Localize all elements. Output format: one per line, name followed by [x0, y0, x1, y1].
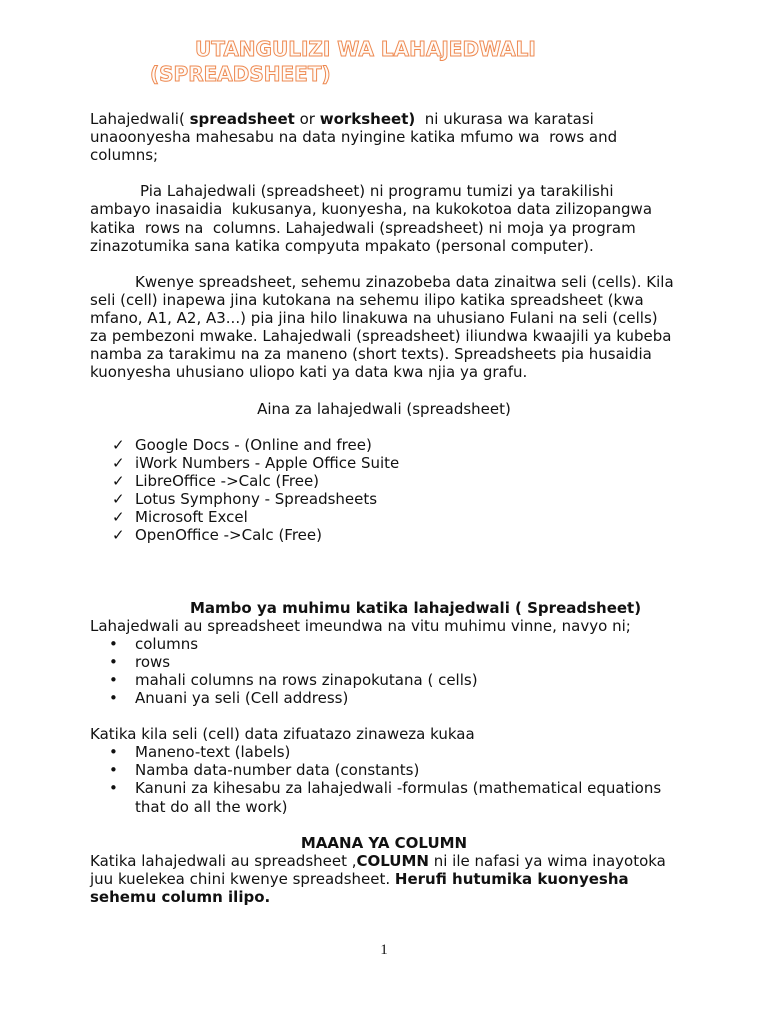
list-item: [90, 653, 678, 671]
list-item-text: Anuani ya seli (Cell address): [135, 689, 349, 708]
paragraph-line: ambayo inasaidia kukusanya, kuonyesha, na kukokotoa data zilizopangwa: [90, 200, 653, 219]
list-item: [90, 436, 678, 454]
essentials-intro: Lahajedwali au spreadsheet imeundwa na vitu muhimu vinne, navyo ni;: [90, 616, 631, 635]
cell-data-list: [90, 743, 678, 815]
list-item-text: LibreOffice ->Calc (Free): [135, 471, 320, 490]
bullet-icon: [109, 689, 118, 707]
spreadsheet-types-list: [90, 436, 678, 545]
list-item-text: Google Docs - (Online and free): [135, 435, 372, 454]
column-definition-line-1: [90, 852, 678, 870]
list-item: [90, 472, 678, 490]
paragraph-line: seli (cell) inapewa jina kutokana na sehemu ilipo katika spreadsheet (kwa: [90, 290, 644, 309]
list-item: [90, 490, 678, 508]
definition-emphasis: Herufi hutumika kuonyesha: [394, 869, 629, 888]
bullet-icon: [109, 653, 118, 671]
column-definition-heading: MAANA YA COLUMN: [300, 833, 468, 852]
list-item: [90, 671, 678, 689]
checkmark-icon: [112, 436, 125, 454]
intro-line-3: columns;: [90, 146, 159, 165]
paragraph-line: Pia Lahajedwali (spreadsheet) ni programu tumizi ya tarakilishi: [140, 182, 614, 201]
cells-paragraph: [90, 273, 678, 382]
paragraph-line: zinazotumika sana katika compyuta mpakato (personal computer).: [90, 236, 594, 255]
list-item-text: iWork Numbers - Apple Office Suite: [135, 453, 400, 472]
list-item-text: Namba data-number data (constants): [135, 761, 420, 780]
list-item-text: Kanuni za kihesabu za lahajedwali -formulas (mathematical equations: [135, 779, 662, 798]
program-paragraph: [90, 182, 678, 254]
column-definition-line-2: [90, 870, 678, 888]
term-spreadsheet: spreadsheet: [189, 110, 295, 128]
cell-data-intro: Katika kila seli (cell) data zifuatazo zinaweza kukaa: [90, 725, 475, 744]
list-item-text: Maneno-text (labels): [135, 743, 291, 762]
list-item: [90, 779, 678, 815]
bullet-icon: [109, 779, 118, 797]
list-item-text: OpenOffice ->Calc (Free): [135, 526, 322, 545]
list-item: [90, 454, 678, 472]
intro-text: or: [294, 110, 320, 128]
paragraph-line: mfano, A1, A2, A3...) pia jina hilo linakuwa na uhusiano Fulani na seli (cells): [90, 309, 658, 328]
spreadsheet-types-heading: Aina za lahajedwali (spreadsheet): [257, 399, 511, 418]
definition-text: Katika lahajedwali au spreadsheet ,: [90, 851, 357, 870]
bullet-icon: [109, 635, 118, 653]
intro-line-2: unaoonyesha mahesabu na data nyingine katika mfumo wa rows and: [90, 128, 618, 147]
essentials-list: [90, 635, 678, 707]
intro-line-1: [90, 110, 678, 128]
term-worksheet: worksheet): [319, 110, 416, 128]
list-item: [90, 508, 678, 526]
document-title-line-2: (SPREADSHEET): [150, 62, 331, 86]
paragraph-line: namba za tarakimu na za maneno (short texts). Spreadsheets pia husaidia: [90, 345, 652, 364]
document-title-line-1: UTANGULIZI WA LAHAJEDWALI: [195, 37, 536, 61]
intro-paragraph: [90, 110, 678, 164]
essentials-heading: Mambo ya muhimu katika lahajedwali ( Spreadsheet): [190, 598, 642, 617]
list-item-text: Lotus Symphony - Spreadsheets: [135, 489, 378, 508]
list-item-text: columns: [135, 634, 199, 653]
list-item: [90, 743, 678, 761]
paragraph-line: kuonyesha uhusiano uliopo kati ya data kwa njia ya grafu.: [90, 363, 528, 382]
list-item-text-continued: that do all the work): [135, 797, 288, 816]
paragraph-line: Kwenye spreadsheet, sehemu zinazobeba data zinaitwa seli (cells). Kila: [135, 272, 674, 291]
list-item: [90, 761, 678, 779]
checkmark-icon: [112, 454, 125, 472]
intro-text: Lahajedwali(: [90, 110, 190, 128]
list-item-text: rows: [135, 652, 171, 671]
checkmark-icon: [112, 490, 125, 508]
bullet-icon: [109, 761, 118, 779]
column-definition-line-3: [90, 888, 678, 906]
checkmark-icon: [112, 508, 125, 526]
paragraph-line: katika rows na columns. Lahajedwali (spreadsheet) ni moja ya program: [90, 218, 636, 237]
bullet-icon: [109, 671, 118, 689]
definition-emphasis: sehemu column ilipo.: [90, 888, 271, 907]
paragraph-line: za pembezoni mwake. Lahajedwali (spreadsheet) iliundwa kwaajili ya kubeba: [90, 327, 672, 346]
list-item-text: mahali columns na rows zinapokutana ( cells): [135, 670, 478, 689]
list-item: [90, 689, 678, 707]
intro-text: ni ukurasa wa karatasi: [415, 110, 594, 128]
bullet-icon: [109, 743, 118, 761]
definition-text: juu kuelekea chini kwenye spreadsheet.: [90, 869, 395, 888]
list-item: [90, 526, 678, 544]
page-number: 1: [380, 942, 388, 958]
list-item: [90, 635, 678, 653]
document-body: [90, 110, 678, 906]
checkmark-icon: [112, 526, 125, 544]
checkmark-icon: [112, 472, 125, 490]
term-column: COLUMN: [356, 851, 429, 870]
list-item-text: Microsoft Excel: [135, 508, 248, 527]
definition-text: ni ile nafasi ya wima inayotoka: [428, 851, 666, 870]
